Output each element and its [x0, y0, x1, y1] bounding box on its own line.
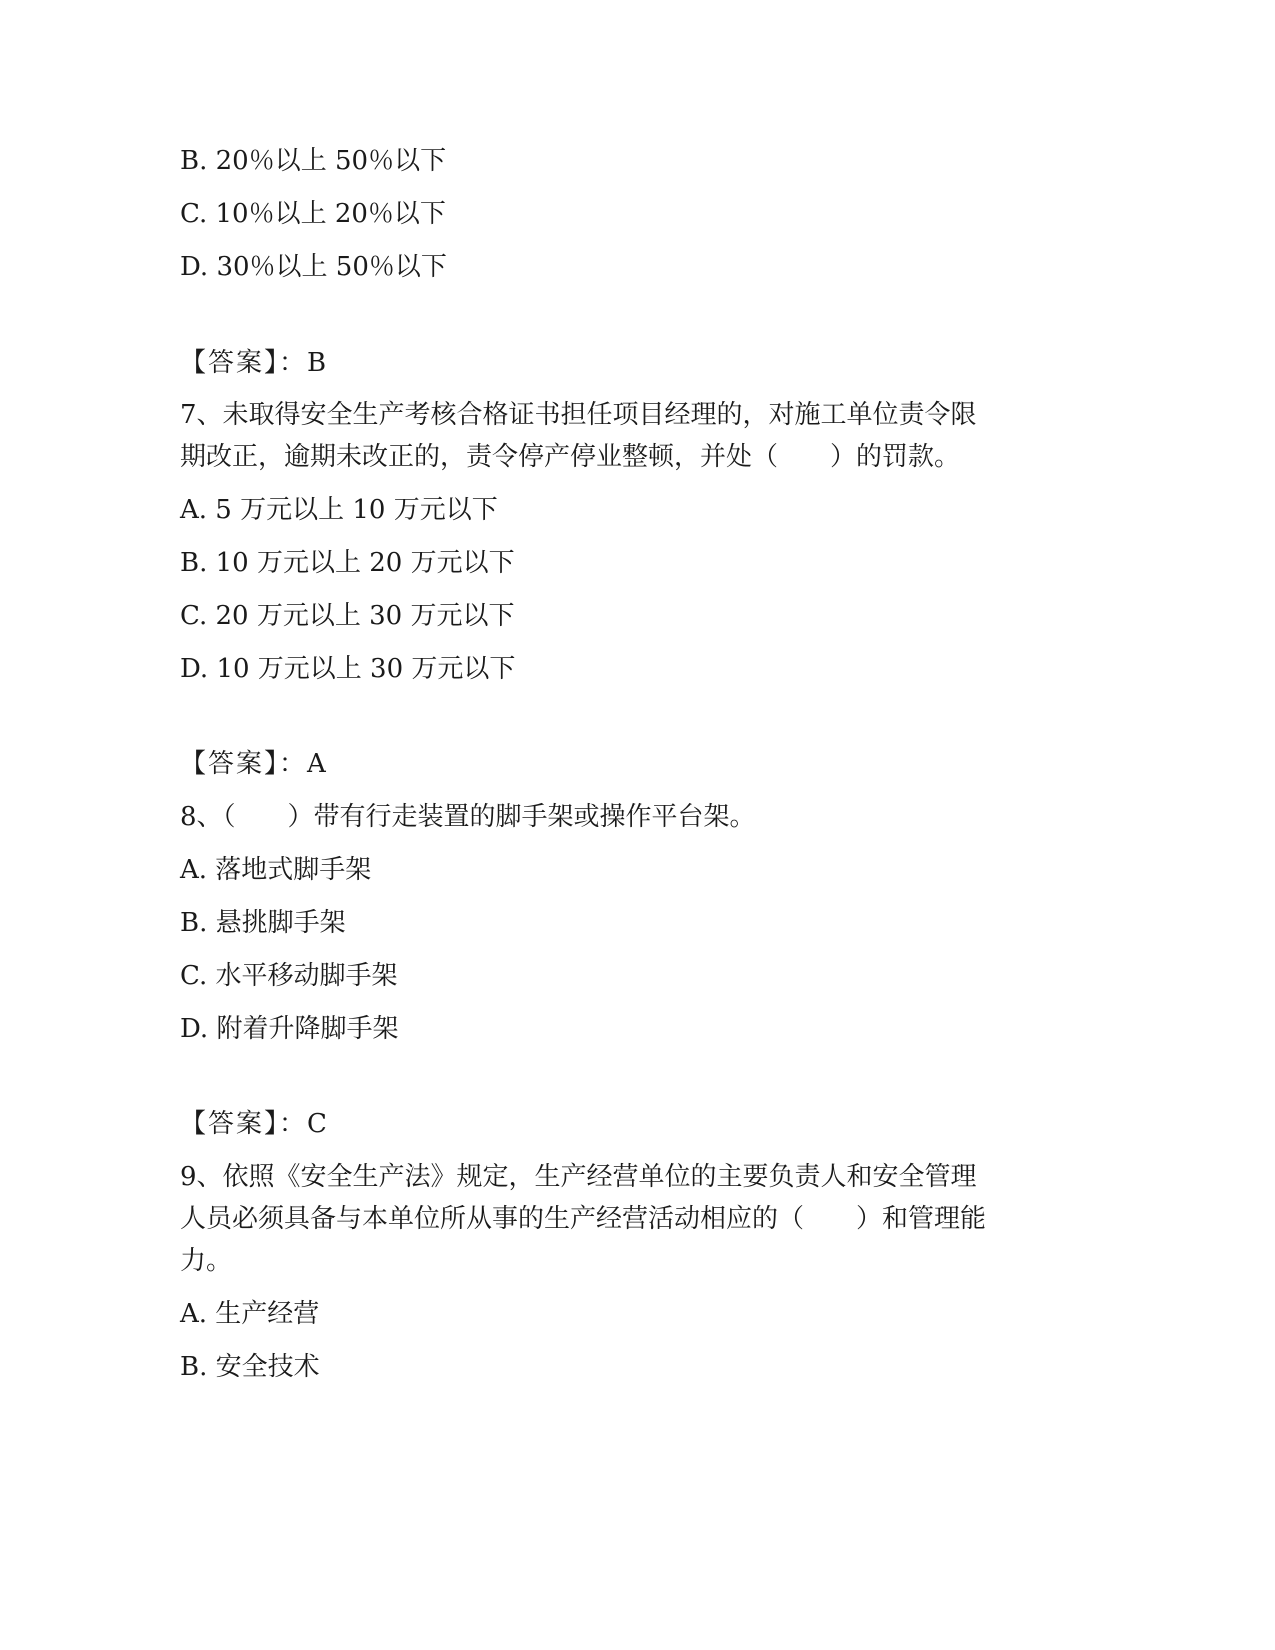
q7-option-b: B. 10 万元以上 20 万元以下	[180, 548, 515, 578]
q7-option-d: D. 10 万元以上 30 万元以下	[180, 654, 516, 684]
q9-option-b: B. 安全技术	[180, 1352, 320, 1382]
q8-stem: 8、（ ）带有行走装置的脚手架或操作平台架。	[180, 802, 756, 832]
q6-option-c: C. 10％以上 20％以下	[180, 199, 446, 229]
q7-answer: 【答案】：A	[180, 749, 328, 779]
q6-option-d: D. 30％以上 50％以下	[180, 252, 447, 282]
q8-option-d: D. 附着升降脚手架	[180, 1014, 399, 1044]
q7-stem-line1: 7、未取得安全生产考核合格证书担任项目经理的，对施工单位责令限	[180, 400, 977, 430]
q8-option-b: B. 悬挑脚手架	[180, 908, 346, 938]
q7-stem-line2: 期改正，逾期未改正的，责令停产停业整顿，并处（ ）的罚款。	[180, 442, 961, 472]
q6-answer: 【答案】：B	[180, 348, 329, 378]
q9-stem-line1: 9、依照《安全生产法》规定，生产经营单位的主要负责人和安全管理	[180, 1162, 977, 1192]
q6-option-b: B. 20％以上 50％以下	[180, 146, 447, 176]
q9-stem-line3: 力。	[180, 1246, 233, 1276]
q9-option-a: A. 生产经营	[180, 1299, 320, 1329]
q7-option-a: A. 5 万元以上 10 万元以下	[180, 495, 498, 525]
q7-option-c: C. 20 万元以上 30 万元以下	[180, 601, 515, 631]
q9-stem-line2: 人员必须具备与本单位所从事的生产经营活动相应的（ ）和管理能	[180, 1204, 987, 1234]
q8-answer: 【答案】：C	[180, 1109, 329, 1139]
q8-option-a: A. 落地式脚手架	[180, 855, 372, 885]
q8-option-c: C. 水平移动脚手架	[180, 961, 398, 991]
